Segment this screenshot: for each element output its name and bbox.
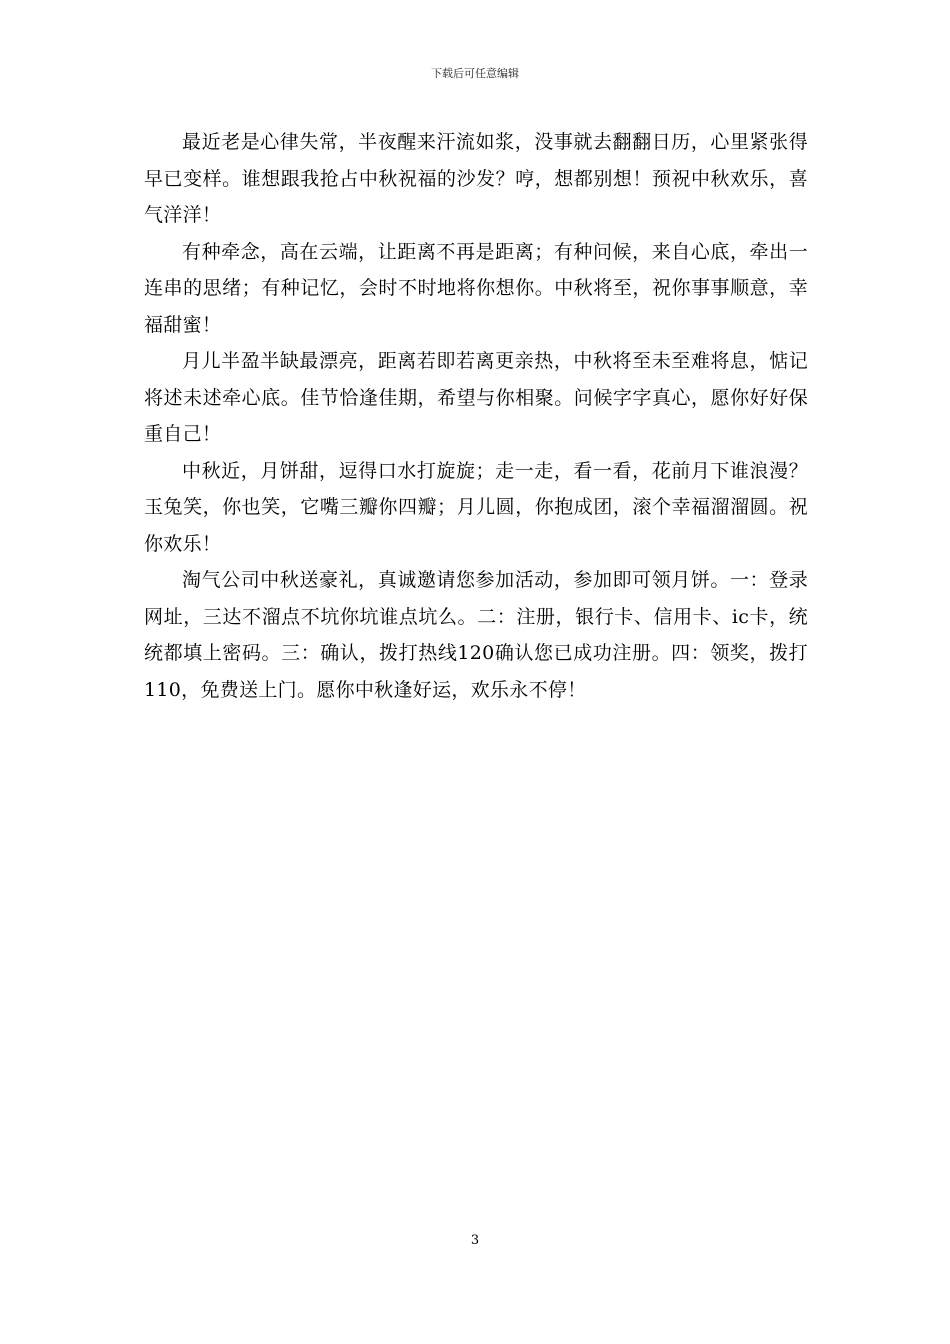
- paragraph-4: 中秋近，月饼甜，逗得口水打旋旋；走一走，看一看，花前月下谁浪漫？玉兔笑，你也笑，它嘴三瓣你四瓣；月儿圆，你抱成团，滚个幸福溜溜圆。祝你欢乐！: [144, 459, 808, 555]
- document-body: [144, 124, 808, 708]
- page-number: 3: [470, 1233, 480, 1248]
- paragraph-2: 有种牵念，高在云端，让距离不再是距离；有种问候，来自心底，牵出一连串的思绪；有种记忆，会时不时地将你想你。中秋将至，祝你事事顺意，幸福甜蜜！: [144, 240, 808, 336]
- paragraph-3: 月儿半盈半缺最漂亮，距离若即若离更亲热，中秋将至未至难将息，惦记将述未述牵心底。佳节恰逢佳期，希望与你相聚。问候字字真心，愿你好好保重自己！: [144, 350, 808, 445]
- paragraph-1: 最近老是心律失常，半夜醒来汗流如浆，没事就去翻翻日历，心里紧张得早已变样。谁想跟我抢占中秋祝福的沙发？哼，想都别想！预祝中秋欢乐，喜气洋洋！: [144, 131, 808, 226]
- page-header: 下载后可任意编辑: [431, 67, 519, 80]
- paragraph-5: 淘气公司中秋送豪礼，真诚邀请您参加活动，参加即可领月饼。一：登录网址，三达不溜点不坑你坑谁点坑么。二：注册，银行卡、信用卡、ic卡，统统都填上密码。三：确认，拨打热线120确认您已成功注册。四：领奖，拨打110，免费送上门。愿你中秋逢好运，欢乐永不停！: [144, 569, 808, 701]
